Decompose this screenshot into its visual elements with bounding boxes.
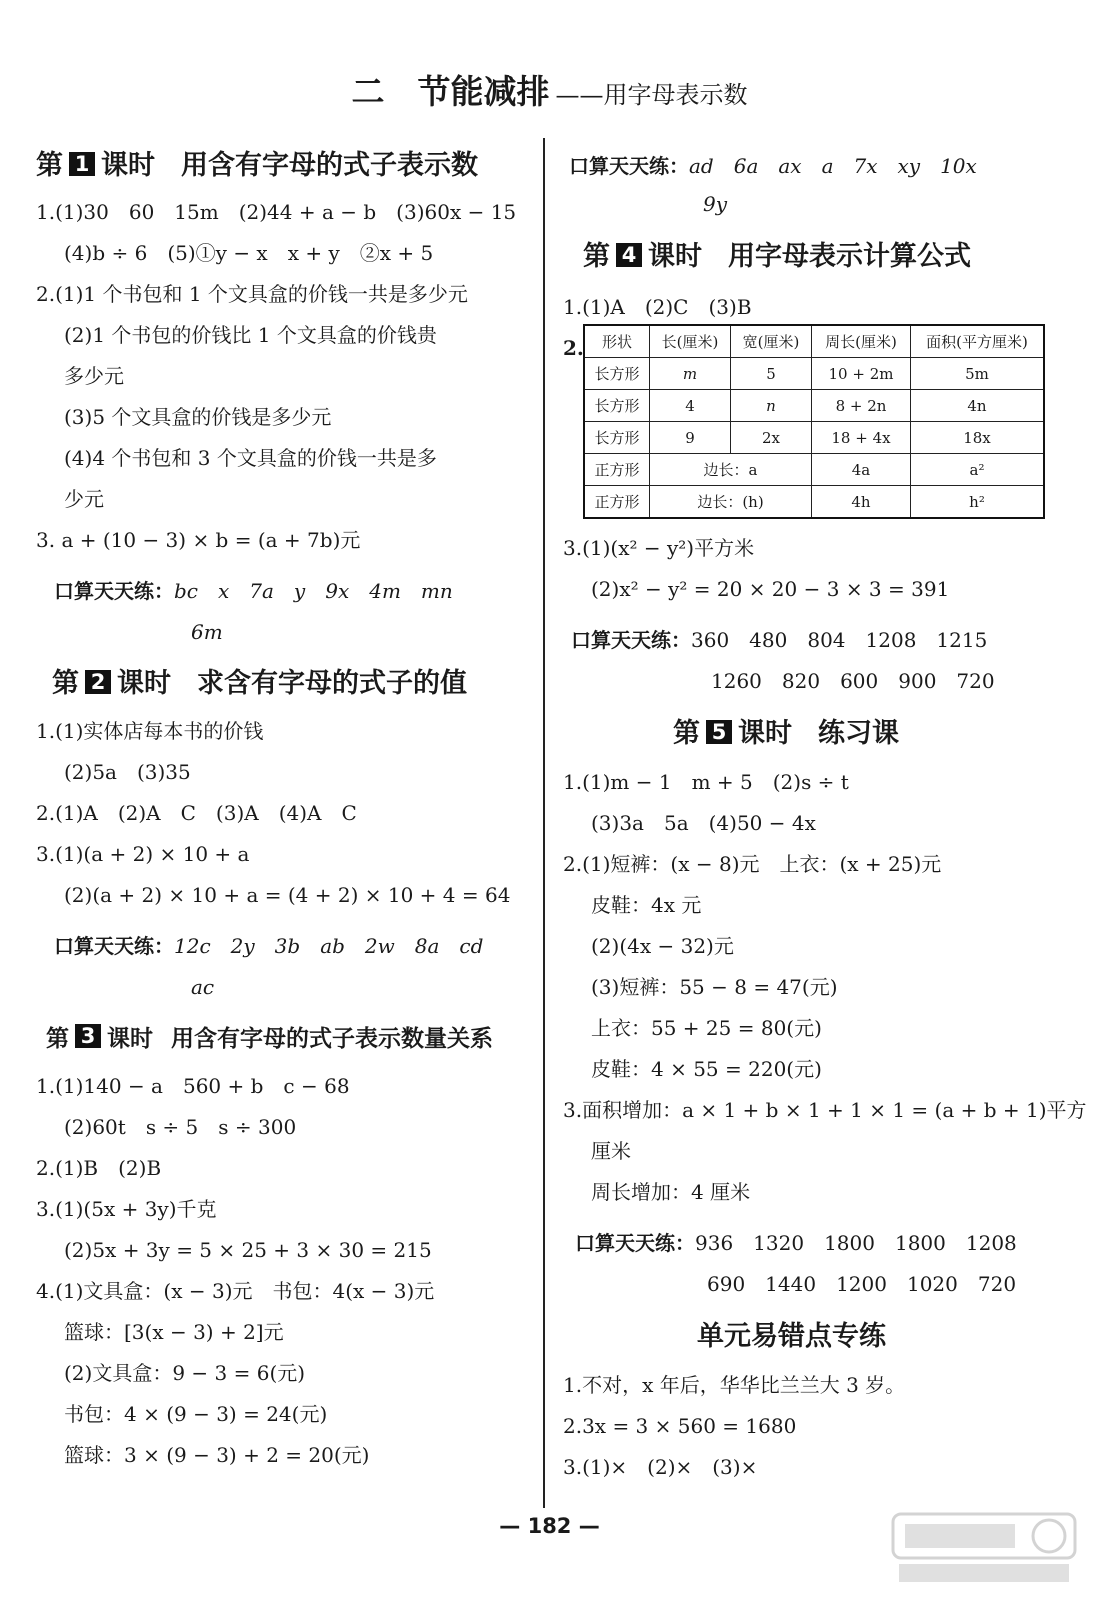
kousuan-line: 口算天天练：360 480 804 1208 1215 (571, 628, 988, 652)
lesson-1-heading: 第 1 课时 用含有字母的式子表示数 (36, 150, 478, 181)
answer-line: 3. a + (10 − 3) × b = (a + 7b)元 (36, 528, 361, 552)
answer-line: 4.(1)文具盒：(x − 3)元 书包：4(x − 3)元 (36, 1279, 435, 1303)
title-sub: ——用字母表示数 (555, 81, 748, 109)
left-column (36, 140, 536, 1476)
answer-line: (2)(a + 2) × 10 + a = (4 + 2) × 10 + 4 = 64 (64, 883, 511, 907)
kousuan-line: 口算天天练：bc x 7a y 9x 4m mn (54, 579, 453, 603)
lesson-3-heading: 第 3 课时 用含有字母的式子表示数量关系 (46, 1024, 493, 1052)
watermark-logo (889, 1510, 1079, 1588)
table-header: 面积(平方厘米) (911, 325, 1045, 358)
table-cell: 正方形 (584, 454, 650, 486)
table-cell: 长方形 (584, 390, 650, 422)
answer-line: 2.(1)B (2)B (36, 1156, 162, 1180)
answer-line: 少元 (64, 487, 104, 511)
answer-line: 2.3x = 3 × 560 = 1680 (563, 1414, 797, 1438)
answer-line: 皮鞋：4 × 55 = 220(元) (591, 1057, 822, 1081)
kousuan-line-2: ac (191, 975, 215, 999)
lesson-4-heading: 第 4 课时 用字母表示计算公式 (583, 241, 971, 272)
answer-line: 上衣：55 + 25 = 80(元) (591, 1016, 822, 1040)
answer-line: (3)3a 5a (4)50 − 4x (591, 811, 816, 835)
table-cell: 18x (911, 422, 1045, 454)
kousuan-line: 口算天天练：ad 6a ax a 7x xy 10x (569, 154, 977, 178)
kousuan-line: 口算天天练：936 1320 1800 1800 1208 (575, 1231, 1017, 1255)
table-cell: 9 (650, 422, 731, 454)
answer-line: 3.(1)× (2)× (3)× (563, 1455, 758, 1479)
answer-line: 篮球：[3(x − 3) + 2]元 (64, 1320, 284, 1344)
column-divider (543, 138, 545, 1508)
answer-line: (2)5a (3)35 (64, 760, 191, 784)
table-cell: 边长：a (650, 454, 812, 486)
table-cell: 5m (911, 358, 1045, 390)
answer-line: (4)4 个书包和 3 个文具盒的价钱一共是多 (64, 446, 437, 470)
kousuan-line-2: 6m (191, 620, 223, 644)
table-row (584, 486, 1044, 519)
table-cell: 18 + 4x (812, 422, 911, 454)
table-cell: 5 (731, 358, 812, 390)
answer-line: 2.(1)短裤：(x − 8)元 上衣：(x + 25)元 (563, 852, 942, 876)
answer-line: 皮鞋：4x 元 (591, 893, 702, 917)
table-header: 长(厘米) (650, 325, 731, 358)
answer-line: 多少元 (64, 364, 124, 388)
shape-table-block (563, 328, 1063, 528)
table-cell: n (731, 390, 812, 422)
answer-line: (3)5 个文具盒的价钱是多少元 (64, 405, 332, 429)
kousuan-line-2: 1260 820 600 900 720 (711, 669, 995, 693)
table-cell: 长方形 (584, 358, 650, 390)
answer-line: 3.面积增加：a × 1 + b × 1 + 1 × 1 = (a + b + 1)平方 (563, 1098, 1087, 1122)
table-cell: a² (911, 454, 1045, 486)
answer-line: (4)b ÷ 6 (5)①y − x x + y ②x + 5 (64, 241, 434, 265)
right-column (563, 140, 1087, 1488)
table-cell: 8 + 2n (812, 390, 911, 422)
table-cell: m (650, 358, 731, 390)
table-cell: h² (911, 486, 1045, 519)
question-number: 2. (563, 336, 584, 360)
kousuan-line: 口算天天练：12c 2y 3b ab 2w 8a cd (54, 934, 484, 958)
answer-line: 周长增加：4 厘米 (591, 1180, 751, 1204)
table-row (584, 390, 1044, 422)
answer-line: (2)60t s ÷ 5 s ÷ 300 (64, 1115, 297, 1139)
answer-line: 1.不对，x 年后，华华比兰兰大 3 岁。 (563, 1373, 906, 1397)
answer-line: 3.(1)(5x + 3y)千克 (36, 1197, 217, 1221)
shape-table (583, 324, 1045, 519)
answer-line: 厘米 (591, 1139, 631, 1163)
answer-line: (2)x² − y² = 20 × 20 − 3 × 3 = 391 (591, 577, 950, 601)
lesson-5-heading: 第 5 课时 练习课 (673, 718, 899, 749)
answer-line: (2)1 个书包的价钱比 1 个文具盒的价钱贵 (64, 323, 437, 347)
table-cell: 边长：(h) (650, 486, 812, 519)
answer-line: (2)(4x − 32)元 (591, 934, 734, 958)
table-header-row (584, 325, 1044, 358)
table-cell: 10 + 2m (812, 358, 911, 390)
kousuan-line-2: 690 1440 1200 1020 720 (707, 1272, 1017, 1296)
table-header: 宽(厘米) (731, 325, 812, 358)
table-header: 周长(厘米) (812, 325, 911, 358)
title-main: 二 节能减排 (351, 72, 550, 111)
answer-line: 1.(1)A (2)C (3)B (563, 295, 752, 319)
table-cell: 正方形 (584, 486, 650, 519)
lesson-2-heading: 第 2 课时 求含有字母的式子的值 (52, 668, 467, 699)
kousuan-line-2: 9y (703, 192, 728, 216)
answer-line: 1.(1)m − 1 m + 5 (2)s ÷ t (563, 770, 849, 794)
answer-line: 1.(1)实体店每本书的价钱 (36, 719, 264, 743)
answer-line: 3.(1)(a + 2) × 10 + a (36, 842, 250, 866)
answer-line: (2)5x + 3y = 5 × 25 + 3 × 30 = 215 (64, 1238, 432, 1262)
table-row (584, 358, 1044, 390)
table-row (584, 454, 1044, 486)
table-cell: 长方形 (584, 422, 650, 454)
table-cell: 4a (812, 454, 911, 486)
answer-line: 3.(1)(x² − y²)平方米 (563, 536, 755, 560)
table-cell: 4h (812, 486, 911, 519)
page-number: — 182 — (499, 1514, 600, 1538)
answer-line: 2.(1)1 个书包和 1 个文具盒的价钱一共是多少元 (36, 282, 468, 306)
table-cell: 4n (911, 390, 1045, 422)
table-row (584, 422, 1044, 454)
table-cell: 2x (731, 422, 812, 454)
answer-line: 2.(1)A (2)A C (3)A (4)A C (36, 801, 357, 825)
page-title (0, 66, 1099, 113)
answer-line: 书包：4 × (9 − 3) = 24(元) (64, 1402, 328, 1426)
unit-heading: 单元易错点专练 (697, 1321, 886, 1352)
answer-line: 1.(1)30 60 15m (2)44 + a − b (3)60x − 15 (36, 200, 517, 224)
answer-line: (3)短裤：55 − 8 = 47(元) (591, 975, 838, 999)
answer-line: 篮球：3 × (9 − 3) + 2 = 20(元) (64, 1443, 370, 1467)
answer-line: 1.(1)140 − a 560 + b c − 68 (36, 1074, 350, 1098)
table-cell: 4 (650, 390, 731, 422)
answer-line: (2)文具盒：9 − 3 = 6(元) (64, 1361, 306, 1385)
table-header: 形状 (584, 325, 650, 358)
